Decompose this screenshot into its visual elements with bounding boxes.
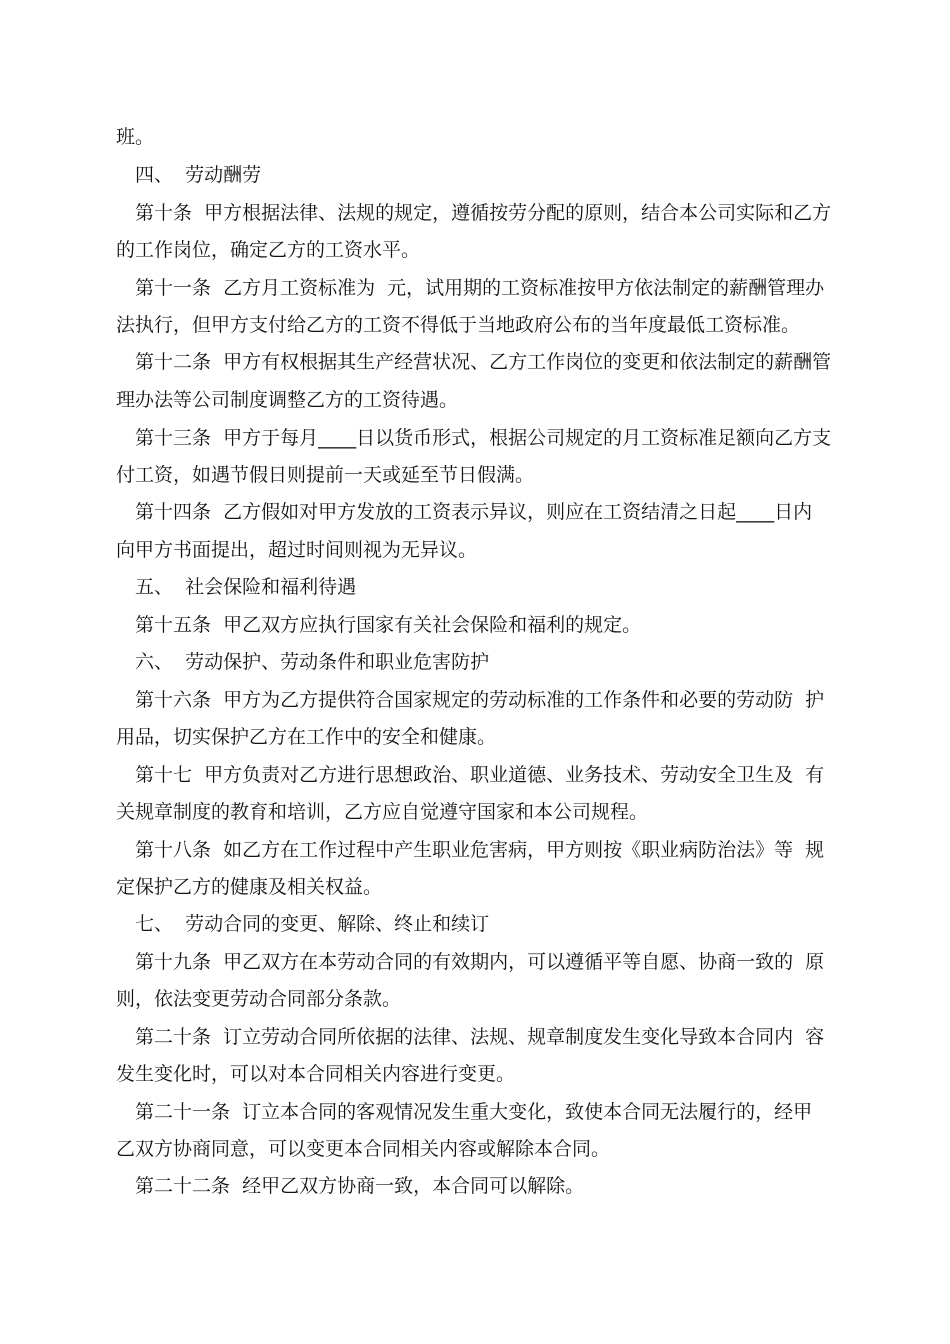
text-line: 第十五条 甲乙双方应执行国家有关社会保险和福利的规定。: [135, 614, 642, 636]
text-line: 第十一条 乙方月工资标准为 元，试用期的工资标准按甲方依法制定的薪酬管理办: [135, 277, 825, 299]
text-line: 的工作岗位，确定乙方的工资水平。: [116, 239, 421, 261]
text-line: 理办法等公司制度调整乙方的工资待遇。: [116, 389, 459, 411]
text-line: 第十四条 乙方假如对甲方发放的工资表示异议，则应在工资结清之日起____日内: [135, 501, 813, 523]
text-line: 付工资，如遇节假日则提前一天或延至节日假满。: [116, 464, 535, 486]
text-line: 发生变化时，可以对本合同相关内容进行变更。: [116, 1063, 516, 1085]
text-line: 第十三条 甲方于每月____日以货币形式，根据公司规定的月工资标准足额向乙方支: [135, 427, 832, 449]
text-line: 乙双方协商同意，可以变更本合同相关内容或解除本合同。: [116, 1138, 611, 1160]
section-heading: 四、 劳动酬劳: [135, 164, 262, 186]
text-line: 第十九条 甲乙双方在本劳动合同的有效期内，可以遵循平等自愿、协商一致的 原: [135, 951, 825, 973]
text-line: 第十条 甲方根据法律、法规的规定，遵循按劳分配的原则，结合本公司实际和乙方: [135, 202, 832, 224]
text-line: 用品，切实保护乙方在工作中的安全和健康。: [116, 726, 497, 748]
section-heading: 七、 劳动合同的变更、解除、终止和续订: [135, 913, 490, 935]
text-line: 法执行，但甲方支付给乙方的工资不得低于当地政府公布的当年度最低工资标准。: [116, 314, 801, 336]
text-line: 关规章制度的教育和培训，乙方应自觉遵守国家和本公司规程。: [116, 801, 649, 823]
text-line: 第十六条 甲方为乙方提供符合国家规定的劳动标准的工作条件和必要的劳动防 护: [135, 689, 825, 711]
text-line: 第十七 甲方负责对乙方进行思想政治、职业道德、业务技术、劳动安全卫生及 有: [135, 764, 825, 786]
section-heading: 六、 劳动保护、劳动条件和职业危害防护: [135, 651, 490, 673]
text-line: 班。: [116, 126, 155, 148]
text-line: 则，依法变更劳动合同部分条款。: [116, 988, 402, 1010]
text-line: 第二十二条 经甲乙双方协商一致，本合同可以解除。: [135, 1175, 585, 1197]
section-heading: 五、 社会保险和福利待遇: [135, 576, 357, 598]
text-line: 第二十一条 订立本合同的客观情况发生重大变化，致使本合同无法履行的，经甲: [135, 1101, 813, 1123]
text-line: 第十二条 甲方有权根据其生产经营状况、乙方工作岗位的变更和依法制定的薪酬管: [135, 351, 832, 373]
text-line: 第十八条 如乙方在工作过程中产生职业危害病，甲方则按《职业病防治法》等 规: [135, 839, 825, 861]
text-line: 定保护乙方的健康及相关权益。: [116, 876, 383, 898]
text-line: 第二十条 订立劳动合同所依据的法律、法规、规章制度发生变化导致本合同内 容: [135, 1026, 825, 1048]
text-line: 向甲方书面提出，超过时间则视为无异议。: [116, 539, 478, 561]
